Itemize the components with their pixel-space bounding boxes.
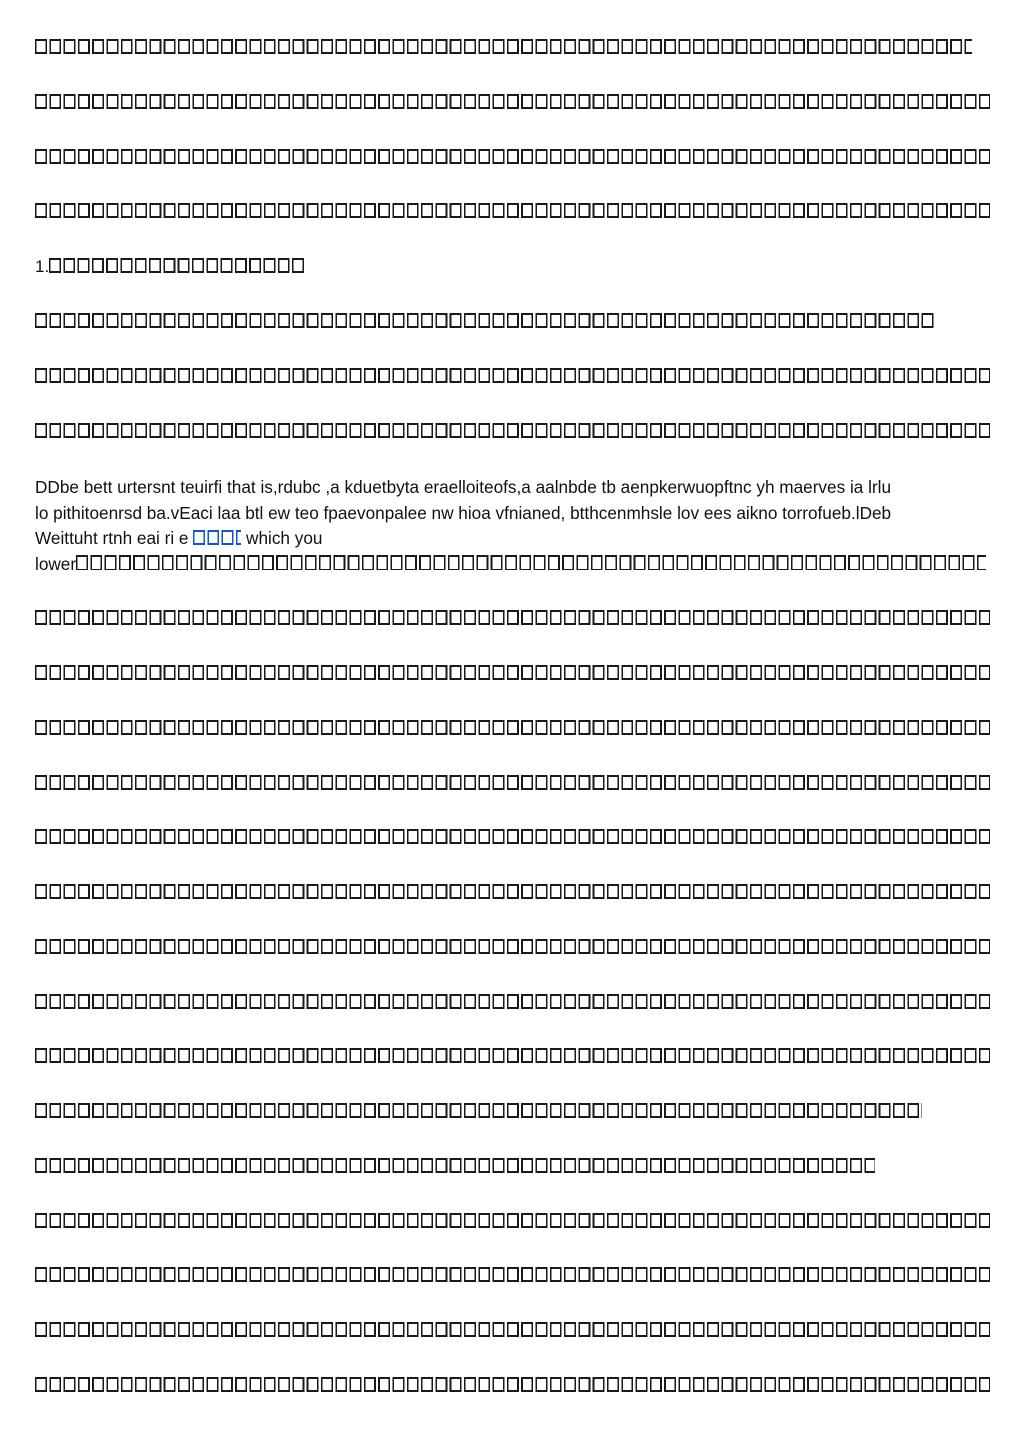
text-line — [35, 366, 990, 388]
paragraph-line: DDbe bett urtersnt teuirfi that is,rdubc ,a kduetbyta eraelloiteofs,a aalnbde tb aenpkerwuopftnc yh maerves ia lrlu — [35, 477, 892, 497]
glyph-placeholder-run — [35, 1048, 990, 1063]
paragraph-text: Weittuht rtnh eai ri e — [35, 528, 194, 548]
glyph-placeholder-run — [35, 829, 990, 844]
text-line — [35, 1320, 990, 1342]
text-line — [35, 1101, 990, 1123]
glyph-placeholder-run — [76, 555, 986, 570]
glyph-placeholder-run — [35, 39, 972, 54]
glyph-placeholder-run — [35, 775, 990, 790]
paragraph-line — [35, 552, 990, 578]
text-line — [35, 937, 990, 959]
mixed-paragraph — [35, 475, 990, 577]
numbered-heading — [35, 256, 990, 278]
text-line — [35, 1265, 990, 1287]
text-line — [35, 1211, 990, 1233]
glyph-placeholder-run — [35, 368, 990, 383]
document-page — [35, 0, 990, 1449]
glyph-placeholder-run — [35, 884, 990, 899]
glyph-placeholder-run — [35, 94, 990, 109]
glyph-placeholder-run — [35, 610, 990, 625]
text-line — [35, 882, 990, 904]
paragraph-text: lower — [35, 553, 77, 574]
paragraph-line — [35, 526, 990, 552]
text-line — [35, 1156, 990, 1178]
glyph-placeholder-run — [35, 1213, 990, 1228]
glyph-placeholder-run — [35, 665, 990, 680]
glyph-placeholder-run — [35, 1103, 922, 1118]
glyph-placeholder-run — [49, 258, 305, 273]
glyph-placeholder-run — [35, 720, 990, 735]
glyph-placeholder-run — [35, 1377, 990, 1392]
glyph-placeholder-run — [35, 203, 990, 218]
text-line — [35, 147, 990, 169]
link-glyph-placeholder-run — [193, 530, 241, 545]
text-line — [35, 92, 990, 114]
text-line — [35, 773, 990, 795]
glyph-placeholder-run — [35, 313, 936, 328]
paragraph-line: lo pithitoenrsd ba.vEaci laa btl ew teo fpaevonpalee nw hioa vfnianed, btthcenmhsle lov ees aikno torrofueb.lDeb — [35, 502, 892, 523]
text-line — [35, 421, 990, 443]
text-line — [35, 311, 990, 333]
inline-link[interactable] — [193, 528, 241, 548]
text-line — [35, 608, 990, 630]
glyph-placeholder-run — [35, 423, 990, 438]
text-line — [35, 37, 990, 59]
glyph-placeholder-run — [35, 149, 990, 164]
paragraph-text: which you — [241, 528, 323, 548]
text-line — [35, 827, 990, 849]
glyph-placeholder-run — [35, 1322, 990, 1337]
glyph-placeholder-run — [35, 994, 990, 1009]
text-line — [35, 201, 990, 223]
text-line — [35, 992, 990, 1014]
glyph-placeholder-run — [35, 1267, 990, 1282]
glyph-placeholder-run — [35, 1158, 875, 1173]
text-line — [35, 718, 990, 740]
text-line — [35, 1046, 990, 1068]
heading-number: 1. — [35, 257, 50, 276]
text-line — [35, 663, 990, 685]
glyph-placeholder-run — [35, 939, 990, 954]
text-line — [35, 1375, 990, 1397]
